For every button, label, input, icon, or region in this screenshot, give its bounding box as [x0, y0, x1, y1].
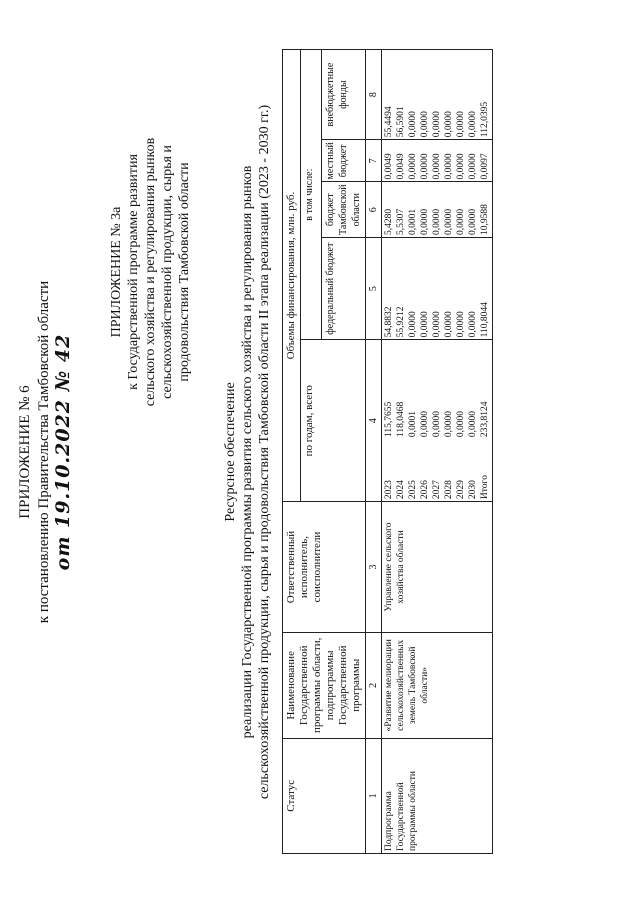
extra-value: 112,0395 — [480, 101, 490, 138]
regional-values — [382, 182, 493, 238]
total-value: 0,0000 — [444, 410, 454, 438]
extra-value: 56,5901 — [396, 106, 406, 138]
extra-value: 0,0000 — [420, 111, 430, 138]
header-executor: Ответственный исполнитель, соисполнители — [283, 502, 366, 633]
federal-values — [382, 237, 493, 339]
year-label: 2024 — [396, 480, 406, 500]
regional-value: 0,0000 — [456, 208, 466, 235]
extra-value: 0,0000 — [468, 111, 478, 138]
col-number: 5 — [366, 237, 382, 339]
year-label: Итого — [480, 475, 490, 500]
total-values — [383, 401, 491, 437]
regional-value: 5,5307 — [396, 208, 406, 235]
header-name: Наименование Государственной программы области, подпрограммы Государственной программы — [283, 633, 366, 739]
regional-value: 10,9588 — [480, 204, 490, 235]
federal-value: 0,0000 — [408, 311, 418, 338]
federal-value: 0,0000 — [468, 311, 478, 338]
col-number: 3 — [366, 502, 382, 633]
federal-value: 54,8832 — [384, 306, 394, 338]
header-volume: Объемы финансирования, млн. руб. — [283, 50, 301, 502]
total-value: 0,0000 — [468, 410, 478, 438]
status-cell: Подпрограмма Государственной программы области — [382, 738, 493, 853]
extra-values — [382, 50, 493, 140]
year-list — [383, 443, 491, 499]
appendix-6-header — [16, 12, 73, 892]
appendix-3a-line: сельскохозяйственной продукции, сырья и — [160, 145, 175, 399]
total-value: 233,8124 — [480, 401, 490, 438]
header-regional: бюджет Тамбовской области — [322, 182, 366, 238]
local-value: 0,0000 — [468, 153, 478, 180]
header-federal: федеральный бюджет — [322, 237, 366, 339]
federal-value: 0,0000 — [444, 311, 454, 338]
federal-value: 0,0000 — [456, 311, 466, 338]
local-value: 0,0000 — [420, 153, 430, 180]
header-status: Статус — [283, 738, 366, 853]
local-value: 0,0049 — [396, 153, 406, 180]
local-value: 0,0000 — [408, 153, 418, 180]
local-value: 0,0000 — [432, 153, 442, 180]
regional-value: 5,4280 — [384, 208, 394, 235]
total-value: 0,0000 — [432, 410, 442, 438]
extra-value: 0,0000 — [444, 111, 454, 138]
appendix-3a-header — [108, 12, 193, 532]
total-value: 0,0001 — [408, 410, 418, 438]
funding-table — [282, 49, 493, 854]
year-label: 2029 — [456, 480, 466, 500]
total-value: 115,7655 — [384, 401, 394, 438]
col-number: 2 — [366, 633, 382, 739]
regional-value: 0,0000 — [444, 208, 454, 235]
extra-value: 0,0000 — [432, 111, 442, 138]
col-number: 1 — [366, 738, 382, 853]
appendix-3a-line: продовольствия Тамбовской области — [177, 162, 192, 382]
total-value: 0,0000 — [420, 410, 430, 438]
total-value: 118,0468 — [396, 401, 406, 438]
program-name-cell: «Развитие мелиорации сельскохозяйственных земель Тамбовской области» — [382, 633, 493, 739]
appendix-3a-line: к Государственной программе развития — [126, 154, 141, 390]
col-number: 8 — [366, 50, 382, 140]
title-line: реализации Государственной программы развития сельского хозяйства и регулирования рынков — [240, 165, 255, 739]
regional-value: 0,0000 — [420, 208, 430, 235]
local-value: 0,0000 — [456, 153, 466, 180]
local-value: 0,0049 — [384, 153, 394, 180]
extra-value: 0,0000 — [408, 111, 418, 138]
header-incl: в том числе: — [301, 50, 322, 340]
appendix-6-subtitle: к постановлению Правительства Тамбовской области — [36, 280, 52, 624]
document-title — [222, 12, 273, 892]
federal-value: 110,8044 — [480, 302, 490, 338]
regional-value: 0,0001 — [408, 208, 418, 235]
header-extra: внебюджетные фонды — [322, 50, 366, 140]
total-cell — [382, 340, 493, 502]
header-local: местный бюджет — [322, 140, 366, 182]
title-line: Ресурсное обеспечение — [223, 382, 238, 522]
local-value: 0,0000 — [444, 153, 454, 180]
table-row — [382, 50, 493, 854]
col-number: 6 — [366, 182, 382, 238]
local-value: 0,0097 — [480, 153, 490, 180]
handwritten-date-number: от 19.10.2022 № 42 — [52, 333, 74, 571]
title-line: сельскохозяйственной продукции, сырья и продовольствия Тамбовской области II этапа реализации (2023 - 2030 гг.) — [257, 104, 272, 800]
total-value: 0,0000 — [456, 410, 466, 438]
extra-value: 55,4494 — [384, 106, 394, 138]
appendix-3a-line: сельского хозяйства и регулирования рынков — [143, 137, 158, 407]
year-label: 2026 — [420, 480, 430, 500]
regional-value: 0,0000 — [432, 208, 442, 235]
regional-value: 0,0000 — [468, 208, 478, 235]
header-total: по годам, всего — [301, 340, 366, 502]
federal-value: 0,0000 — [420, 311, 430, 338]
local-values — [382, 140, 493, 182]
executor-cell: Управление сельского хозяйства области — [382, 502, 493, 633]
rotated-sheet — [10, 12, 630, 892]
appendix-3a-title: ПРИЛОЖЕНИЕ № 3а — [109, 206, 124, 338]
federal-value: 55,9212 — [396, 306, 406, 338]
year-label: 2023 — [384, 480, 394, 500]
extra-value: 0,0000 — [456, 111, 466, 138]
col-number: 4 — [366, 340, 382, 502]
appendix-6-title: ПРИЛОЖЕНИЕ № 6 — [17, 385, 33, 519]
col-number: 7 — [366, 140, 382, 182]
federal-value: 0,0000 — [432, 311, 442, 338]
year-label: 2028 — [444, 480, 454, 500]
year-label: 2030 — [468, 480, 478, 500]
year-label: 2027 — [432, 480, 442, 500]
year-label: 2025 — [408, 480, 418, 500]
